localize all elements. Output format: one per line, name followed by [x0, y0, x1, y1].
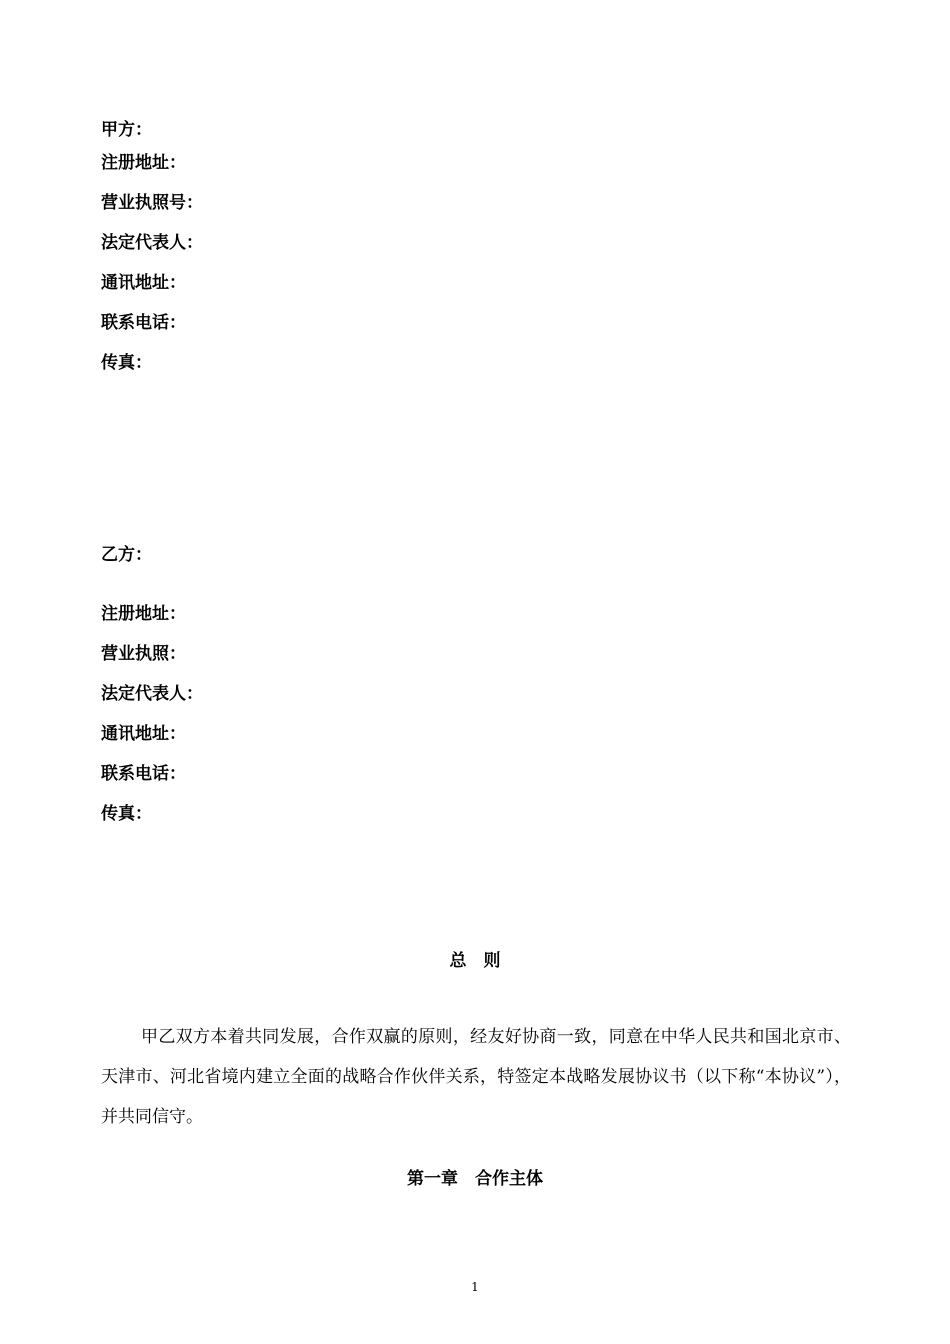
party-b-label: 乙方： [101, 545, 152, 565]
general-heading: 总 则 [449, 951, 501, 971]
party-a-legal-representative: 法定代表人： [101, 233, 203, 253]
party-a-label: 甲方： [101, 120, 152, 140]
party-b-legal-representative: 法定代表人： [101, 684, 203, 704]
party-a-mailing-address: 通讯地址： [101, 273, 186, 293]
party-a-registered-address: 注册地址： [101, 153, 186, 173]
party-b-phone: 联系电话： [101, 764, 186, 784]
party-a-phone: 联系电话： [101, 313, 186, 333]
party-b-business-license: 营业执照： [101, 644, 186, 664]
party-a-business-license: 营业执照号： [101, 193, 203, 213]
chapter-1-heading: 第一章 合作主体 [407, 1169, 543, 1189]
general-paragraph: 甲乙双方本着共同发展，合作双赢的原则，经友好协商一致，同意在中华人民共和国北京市、天津市、河北省境内建立全面的战略合作伙伴关系，特签定本战略发展协议书（以下称“本协议”），并共同信守。 [101, 1027, 851, 1127]
party-b-mailing-address: 通讯地址： [101, 724, 186, 744]
party-b-fax: 传真： [101, 804, 152, 824]
page-number: 1 [471, 1280, 479, 1294]
party-b-registered-address: 注册地址： [101, 604, 186, 624]
party-a-fax: 传真： [101, 353, 152, 373]
